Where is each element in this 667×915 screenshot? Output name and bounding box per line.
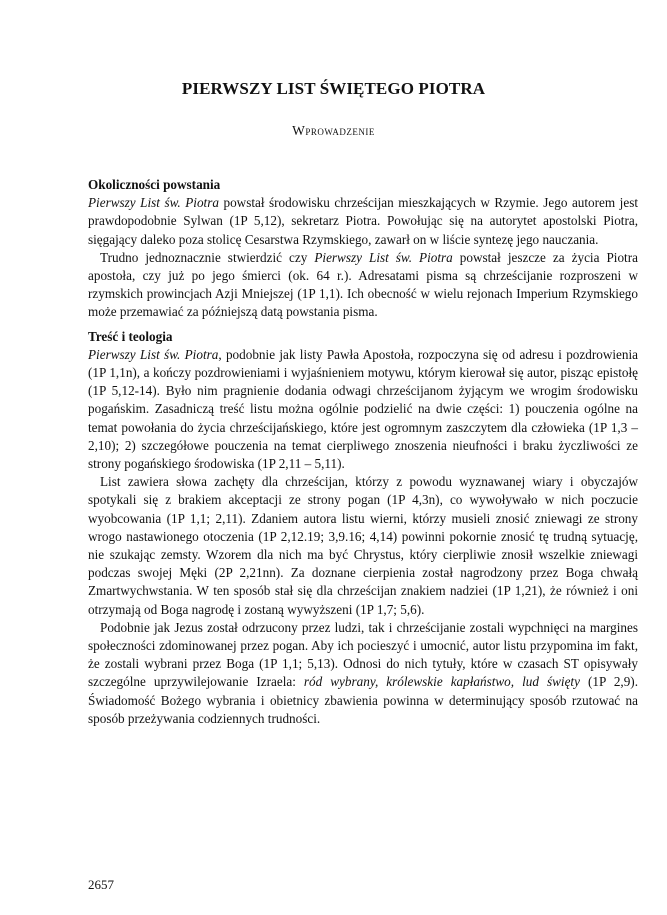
paragraph [88, 194, 638, 249]
paragraph-text: powstał jeszcze za życia Piotra apostoła, czy już po jego śmierci (ok. 64 r.). Adresatami pisma są chrześcijanie rozproszeni w rzymskich prowincjach Azji Mniejszej (1P 1,1). Ich obecność w wielu rejonach Imperium Rzymskiego może przemawiać za późniejszą datą powstania pisma. [88, 249, 638, 320]
paragraph [88, 249, 638, 322]
page-title: PIERWSZY LIST ŚWIĘTEGO PIOTRA [181, 79, 486, 98]
section-circumstances [88, 176, 638, 322]
paragraph-text: Podobnie jak Jezus został odrzucony przez ludzi, tak i chrześcijanie zostali wypchnięci na margines społeczności zdominowanej przez pogan. Aby ich pocieszyć i umocnić, autor listu przypomina im fakt, że zostali wybrani przez Boga (1P 1,1; 5,13). Odnosi do nich tytuły, które w czasach ST opisywały szczególne uprzywilejowanie Izraela: [88, 619, 638, 690]
paragraph [88, 346, 638, 473]
paragraph: List zawiera słowa zachęty dla chrześcijan, którzy z powodu wyznawanej wiary i obyczajów spotykali się z brakiem akceptacji ze strony pogan (1P 4,3n), co wywoływało w nich poczucie wyobcowania (1P 1,1; 2,11). Zdaniem autora listu wierni, którzy musieli znosić zniewagi ze strony wrogo nastawionego otoczenia (1P 2,12.19; 3,9.16; 4,14) powinni pokornie znosić tę trudną sytuację, nie szukając zemsty. Wzorem dla nich ma być Chrystus, który cierpliwie znosił wszelkie zniewagi podczas swojej Męki (2P 2,21nn). Za doznane cierpienia został nagrodzony przez Boga chwałą Zmartwychwstania. W ten sposób stał się dla chrześcijan znakiem nadziei (1P 1,21), że również i oni otrzymają od Boga nagrodę i zostaną wywyższeni (1P 1,7; 5,6). [88, 474, 638, 617]
paragraph-text: , podobnie jak listy Pawła Apostoła, rozpoczyna się od adresu i pozdrowienia (1P 1,1n), a kończy pozdrowieniami i wyjaśnieniem motywu, którym kierował się autor, pisząc epistołę (1P 5,12-14). Było nim pragnienie dodania odwagi chrześcijanom żyjącym we wrogim środowisku pogańskim. Zasadniczą treść listu można ogólnie podzielić na dwie części: 1) pouczenia ogólne na temat powołania do życia chrześcijańskiego, które jest ogromnym zaszczytem dla człowieka (1P 1,3 – 2,10); 2) szczegółowe pouczenia na temat cierpliwego znoszenia nieufności i braku życzliwości ze strony pogańskiego środowiska (1P 2,11 – 5,11). [88, 346, 638, 472]
page-subtitle: Wprowadzenie [292, 123, 375, 138]
section-heading: Okoliczności powstania [88, 177, 221, 192]
italic-title: Pierwszy List św. Piotra [88, 195, 219, 211]
section-heading: Treść i teologia [88, 328, 173, 344]
section-content-theology [88, 328, 638, 728]
main-content [88, 176, 638, 728]
paragraph-text: (1P 2,9). Świadomość Bożego wybrania i obietnicy zbawienia powinna w determinujący sposób rzutować na sposób przeżywania codziennych trudności. [88, 674, 638, 726]
paragraph [88, 619, 638, 728]
italic-phrase: ród wybrany, królewskie kapłaństwo, lud święty [303, 674, 580, 690]
paragraph-text: Trudno jednoznacznie stwierdzić czy [100, 249, 315, 265]
italic-title: Pierwszy List św. Piotra [88, 346, 219, 362]
italic-title: Pierwszy List św. Piotra [314, 249, 453, 265]
page-number: 2657 [88, 877, 114, 892]
paragraph-text: powstał środowisku chrześcijan mieszkających w Rzymie. Jego autorem jest prawdopodobnie Sylwan (1P 5,12), sekretarz Piotra. Powołując się na autorytet apostolski Piotra, sięgający daleko poza stolicę Cesarstwa Rzymskiego, zawarł on w liście syntezę jego nauczania. [88, 195, 638, 247]
